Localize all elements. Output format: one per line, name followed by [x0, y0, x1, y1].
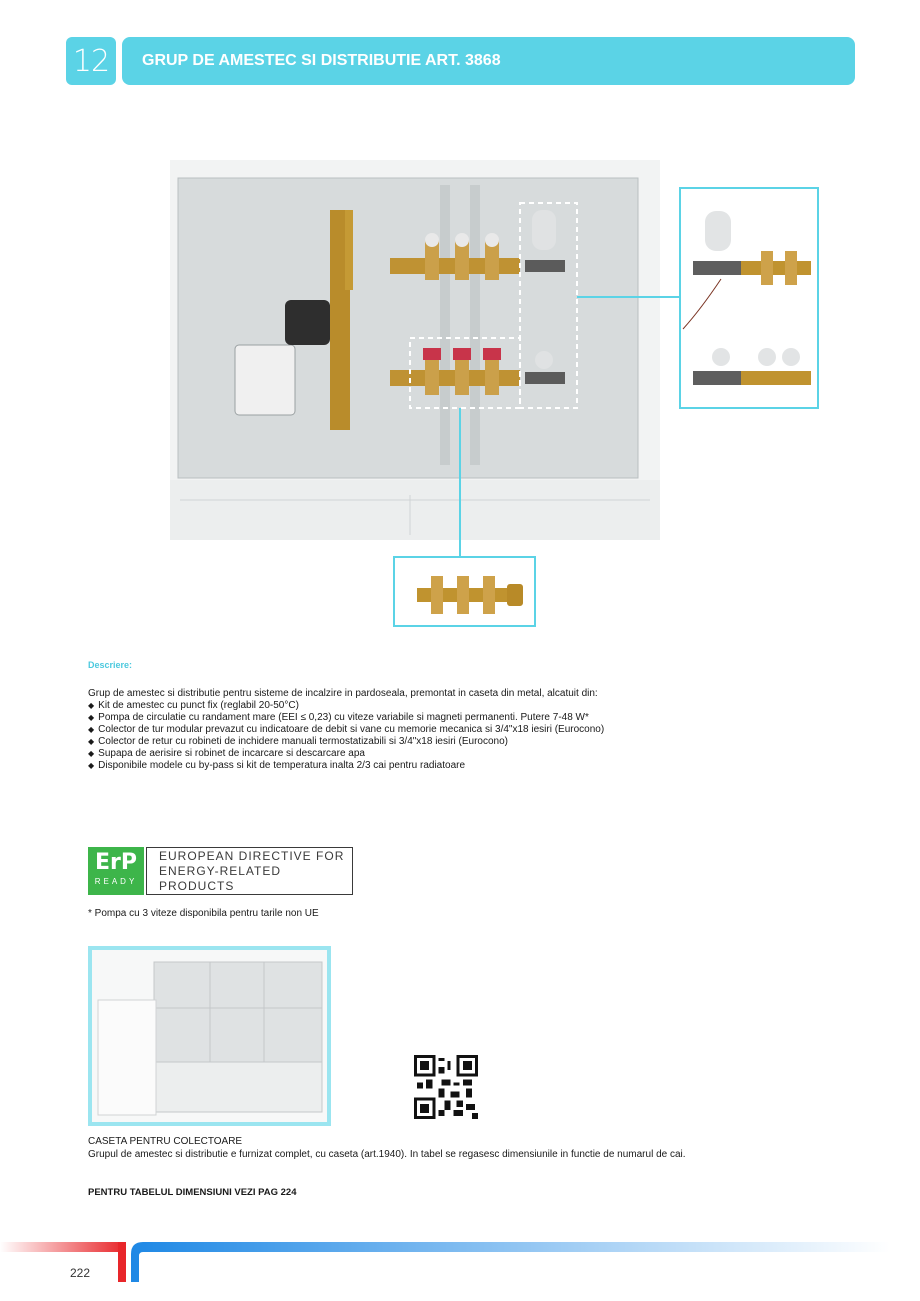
qr-code-icon	[414, 1055, 478, 1119]
list-item: ◆ Colector de retur cu robineti de inchidere manuali termostatizabili si 3/4"x18 iesiri (Eurocono)	[88, 736, 604, 748]
manifold-assembly-illustration	[170, 160, 660, 540]
list-item: ◆ Colector de tur modular prevazut cu indicatoare de debit si vane cu memorie mecanica si 3/4"x18 iesiri (Eurocono)	[88, 724, 604, 736]
list-item: ◆ Pompa de circulatie cu randament mare (EEI ≤ 0,23) cu viteze variabile si magneti permanenti. Putere 7-48 W*	[88, 712, 604, 724]
description-list	[88, 700, 604, 772]
detail-box-valves	[679, 187, 819, 409]
manifold-detail-illustration	[395, 558, 534, 625]
connector-line-right	[577, 296, 679, 298]
page-number: 222	[70, 1266, 91, 1280]
erp-directive-box	[146, 847, 353, 895]
description-heading: Descriere:	[88, 660, 133, 670]
erp-line-1: EUROPEAN DIRECTIVE FOR	[159, 848, 345, 863]
erp-badge-main: ErP	[94, 850, 137, 875]
list-item: ◆ Disponibile modele cu by-pass si kit de temperatura inalta 2/3 cai pentru radiatoare	[88, 760, 604, 772]
erp-line-2: ENERGY-RELATED PRODUCTS	[159, 863, 282, 893]
erp-badge	[88, 847, 144, 895]
footnote: * Pompa cu 3 viteze disponibila pentru tarile non UE	[88, 908, 319, 919]
footer-pipe-decoration	[0, 1240, 920, 1290]
list-item: ◆ Kit de amestec cu punct fix (reglabil 20-50°C)	[88, 700, 604, 712]
chapter-number: 12	[66, 37, 116, 85]
cabinet-caption-text: Grupul de amestec si distributie e furnizat complet, cu caseta (art.1940). In tabel se regasesc dimensiunile in functie de numarul de cai.	[88, 1149, 686, 1160]
description-intro: Grup de amestec si distributie pentru sisteme de incalzire in pardoseala, premontat in caseta din metal, alcatuit din:	[88, 688, 598, 699]
erp-badge-sub: READY	[94, 877, 138, 886]
list-item: ◆ Supapa de aerisire si robinet de incarcare si descarcare apa	[88, 748, 604, 760]
detail-box-manifold	[393, 556, 536, 627]
cabinet-caption-title: CASETA PENTRU COLECTOARE	[88, 1136, 243, 1147]
dimension-table-reference: PENTRU TABELUL DIMENSIUNI VEZI PAG 224	[88, 1187, 297, 1198]
page-title: GRUP DE AMESTEC SI DISTRIBUTIE ART. 3868	[122, 37, 855, 85]
connector-line-bottom-vertical	[459, 408, 461, 556]
valve-detail-illustration	[681, 189, 817, 407]
cabinet-photo	[88, 946, 331, 1126]
